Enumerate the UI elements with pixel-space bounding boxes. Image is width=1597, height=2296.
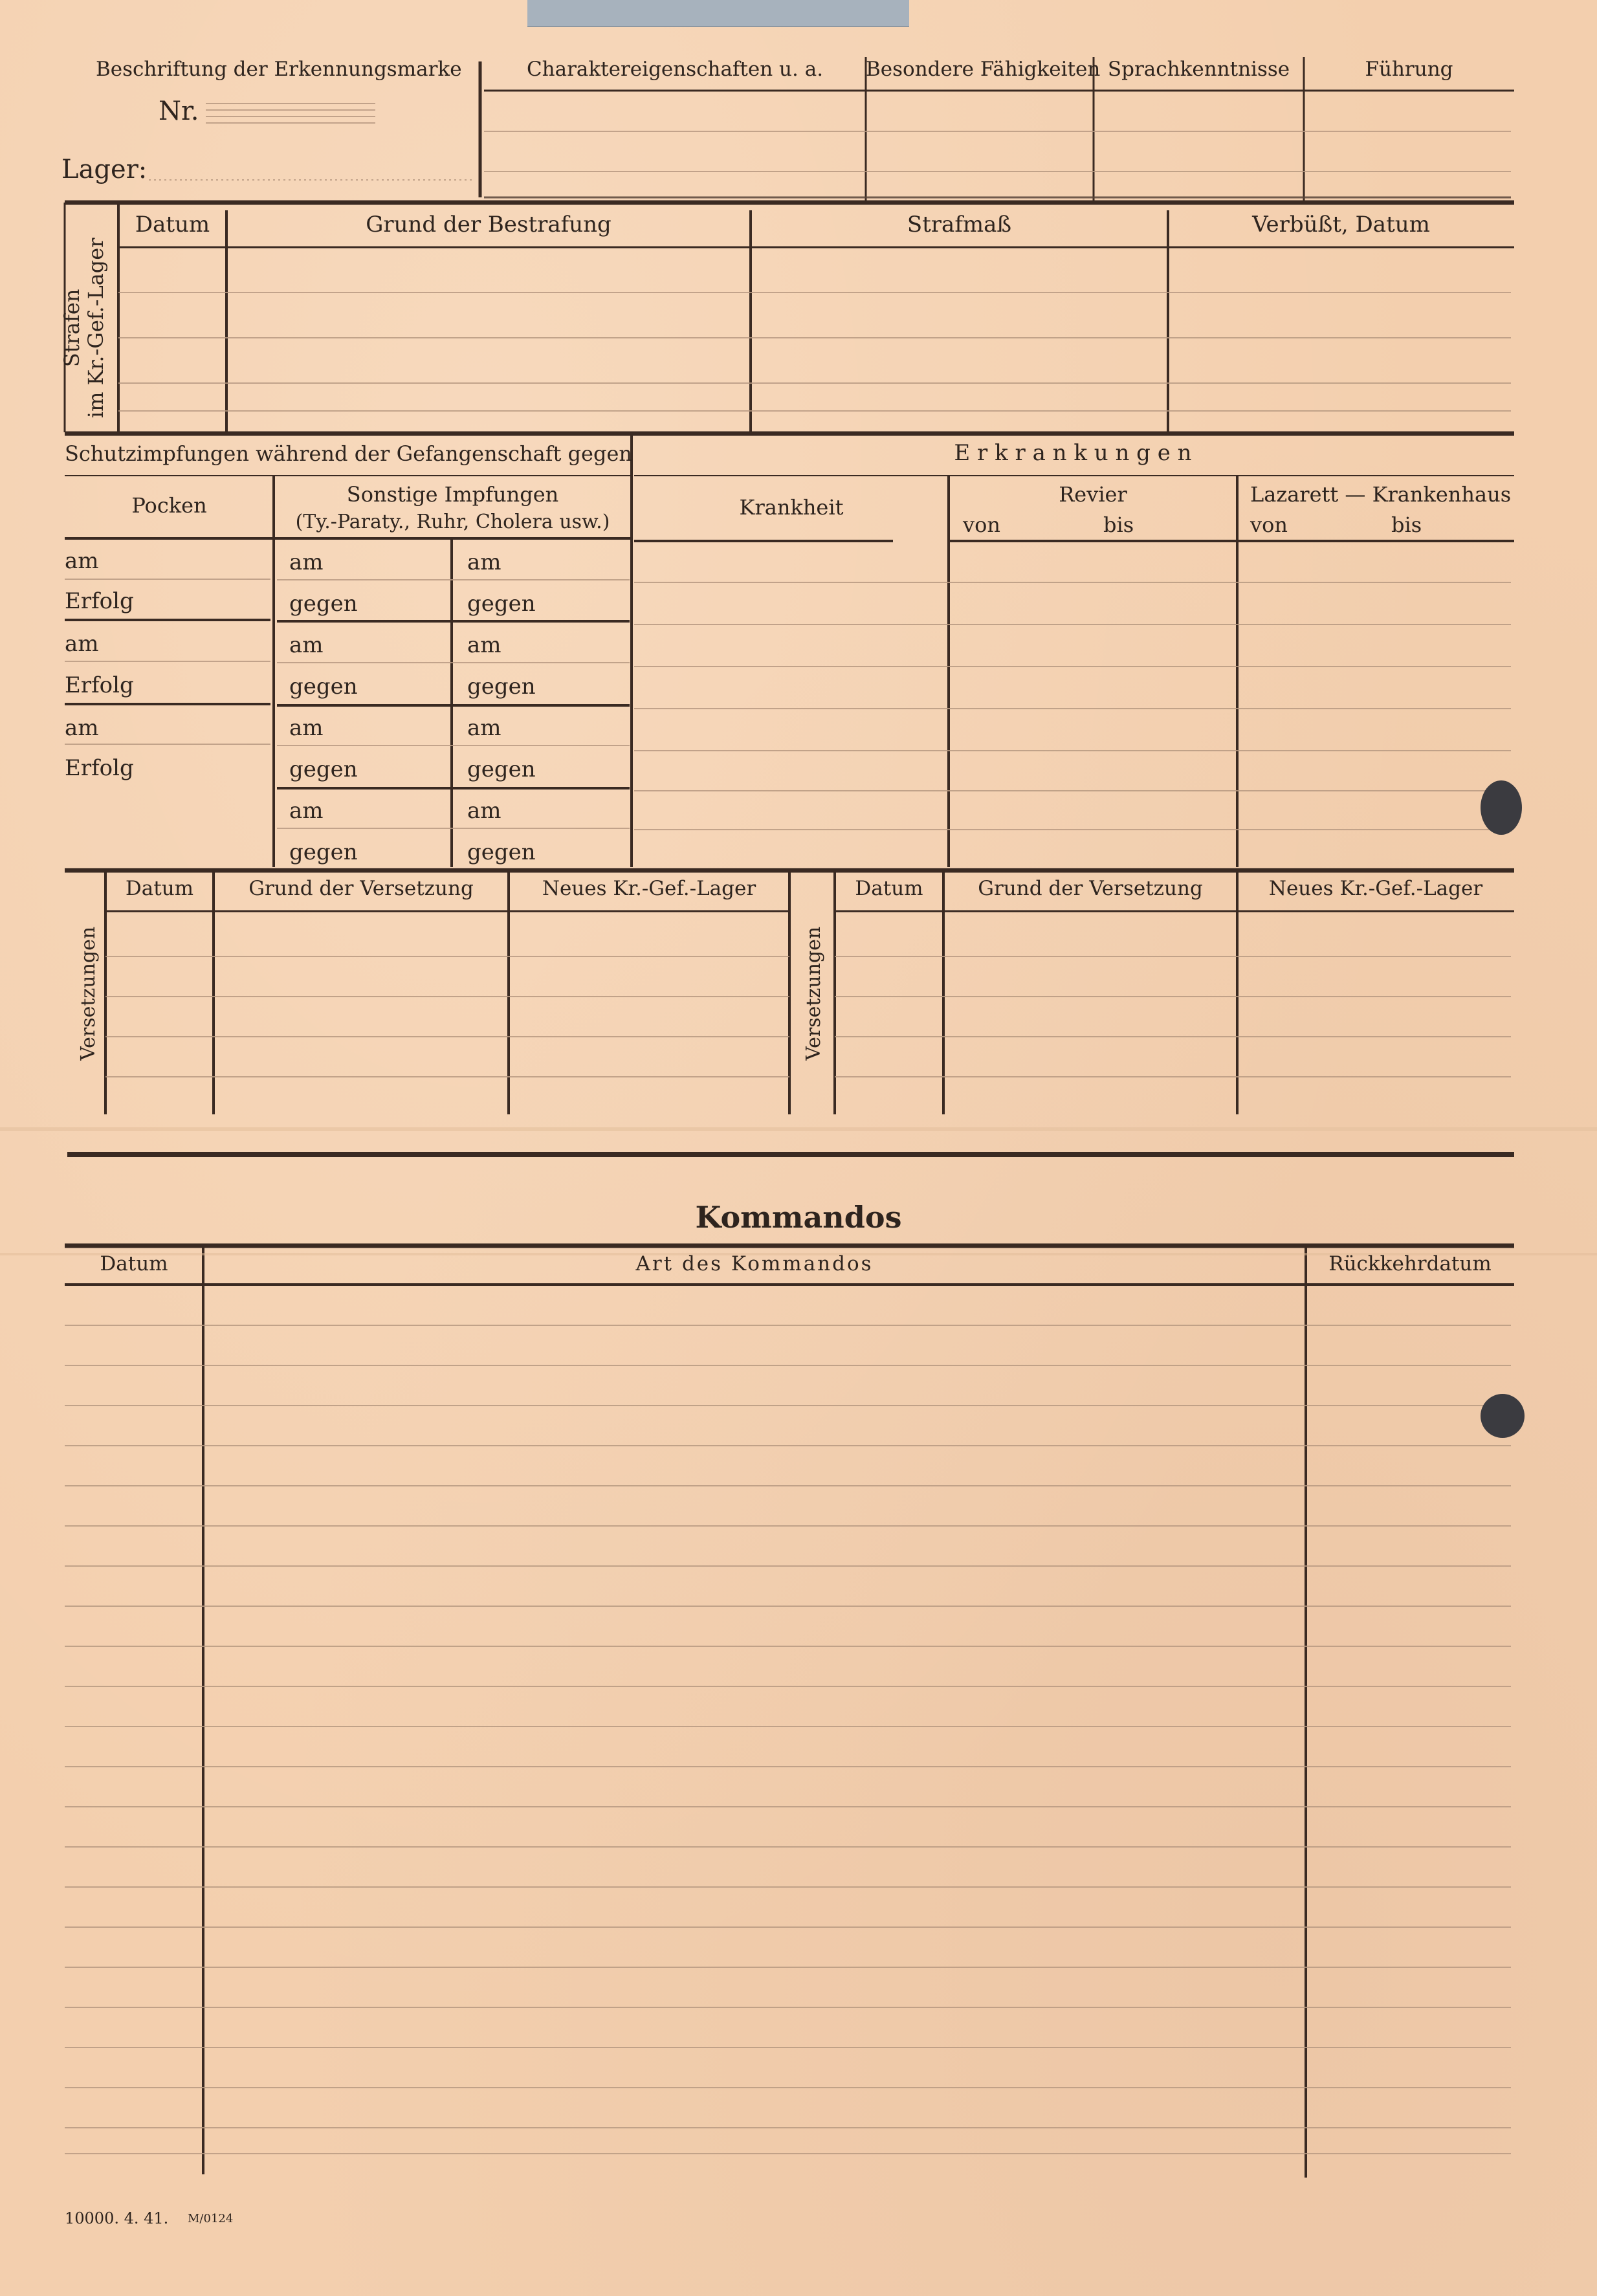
strafen-col-datum: Datum [135, 212, 210, 237]
revier-bis: bis [1103, 513, 1134, 537]
form-code: M/0124 [188, 2212, 234, 2225]
col-sprachkenntnisse: Sprachkenntnisse [1107, 58, 1290, 81]
sonstige-cell: gegen [467, 756, 536, 782]
krankheit-label: Krankheit [739, 495, 844, 520]
lazarett-von: von [1250, 513, 1288, 537]
versetzung-col-datum: Datum [125, 877, 194, 900]
kommandos-title: Kommandos [695, 1200, 902, 1235]
kommandos-col-rueckkehr: Rückkehrdatum [1328, 1252, 1492, 1275]
lager-label: Lager: [61, 155, 148, 184]
sonstige-cell: gegen [467, 674, 536, 700]
versetzung-col-datum-2: Datum [855, 877, 923, 900]
pocken-row: am [65, 631, 99, 657]
versetzungen-side-label-right: Versetzungen [802, 926, 825, 1061]
versetzung-col-grund: Grund der Versetzung [248, 877, 474, 900]
pocken-row: am [65, 715, 99, 741]
tag-caption: Beschriftung der Erkennungsmarke [96, 58, 462, 81]
sonstige-cell: gegen [467, 591, 536, 617]
versetzung-col-grund-2: Grund der Versetzung [978, 877, 1203, 900]
strafen-col-verbuesst: Verbüßt, Datum [1252, 212, 1430, 237]
pocken-row: am [65, 548, 99, 574]
strafen-col-grund: Grund der Bestrafung [366, 212, 611, 237]
revier-label: Revier [1059, 482, 1127, 507]
sonstige-label-1: Sonstige Impfungen [346, 482, 559, 507]
kommandos-col-art: Art des Kommandos [635, 1252, 874, 1275]
sonstige-cell: am [289, 715, 324, 741]
sonstige-cell: gegen [467, 839, 536, 865]
erkrankungen-title: E r k r a n k u n g e n [954, 440, 1192, 466]
revier-von: von [963, 513, 1000, 537]
sonstige-cell: am [467, 715, 501, 741]
pocken-row: Erfolg [65, 755, 134, 781]
kommandos-ruled-lines [65, 1325, 1511, 2154]
sonstige-cell: am [467, 632, 501, 658]
sonstige-cell: am [289, 798, 324, 824]
punch-hole-upper [1481, 780, 1522, 835]
sonstige-cell: am [289, 549, 324, 575]
strafen-side-label: Strafen im Kr.-Gef.-Lager [60, 237, 108, 419]
sonstige-cell: am [467, 549, 501, 575]
sonstige-cell: am [467, 798, 501, 824]
sonstige-label-2: (Ty.-Paraty., Ruhr, Cholera usw.) [295, 511, 610, 533]
sonstige-cell: gegen [289, 674, 358, 700]
pocken-row: Erfolg [65, 672, 134, 698]
col-fuehrung: Führung [1365, 58, 1453, 81]
lazarett-bis: bis [1391, 513, 1422, 537]
versetzung-col-lager: Neues Kr.-Gef.-Lager [542, 877, 756, 900]
sonstige-cell: gegen [289, 591, 358, 617]
print-code: 10000. 4. 41. [65, 2209, 169, 2227]
sonstige-cell: gegen [289, 839, 358, 865]
strafen-col-strafmass: Strafmaß [907, 212, 1012, 237]
pocken-row: Erfolg [65, 588, 134, 614]
impfungen-title: Schutzimpfungen während der Gefangenschaft gegen [65, 441, 632, 466]
nr-label: Nr. [159, 96, 199, 126]
col-faehigkeiten: Besondere Fähigkeiten [866, 58, 1101, 81]
versetzungen-side-label-left: Versetzungen [76, 926, 100, 1061]
punch-hole-lower [1481, 1394, 1525, 1438]
sonstige-cell: gegen [289, 756, 358, 782]
col-charakter: Charaktereigenschaften u. a. [526, 58, 824, 81]
versetzung-col-lager-2: Neues Kr.-Gef.-Lager [1268, 877, 1483, 900]
pocken-label: Pocken [131, 493, 207, 518]
lazarett-label: Lazarett — Krankenhaus [1250, 482, 1512, 507]
sonstige-cell: am [289, 632, 324, 658]
kommandos-col-datum: Datum [100, 1252, 168, 1275]
